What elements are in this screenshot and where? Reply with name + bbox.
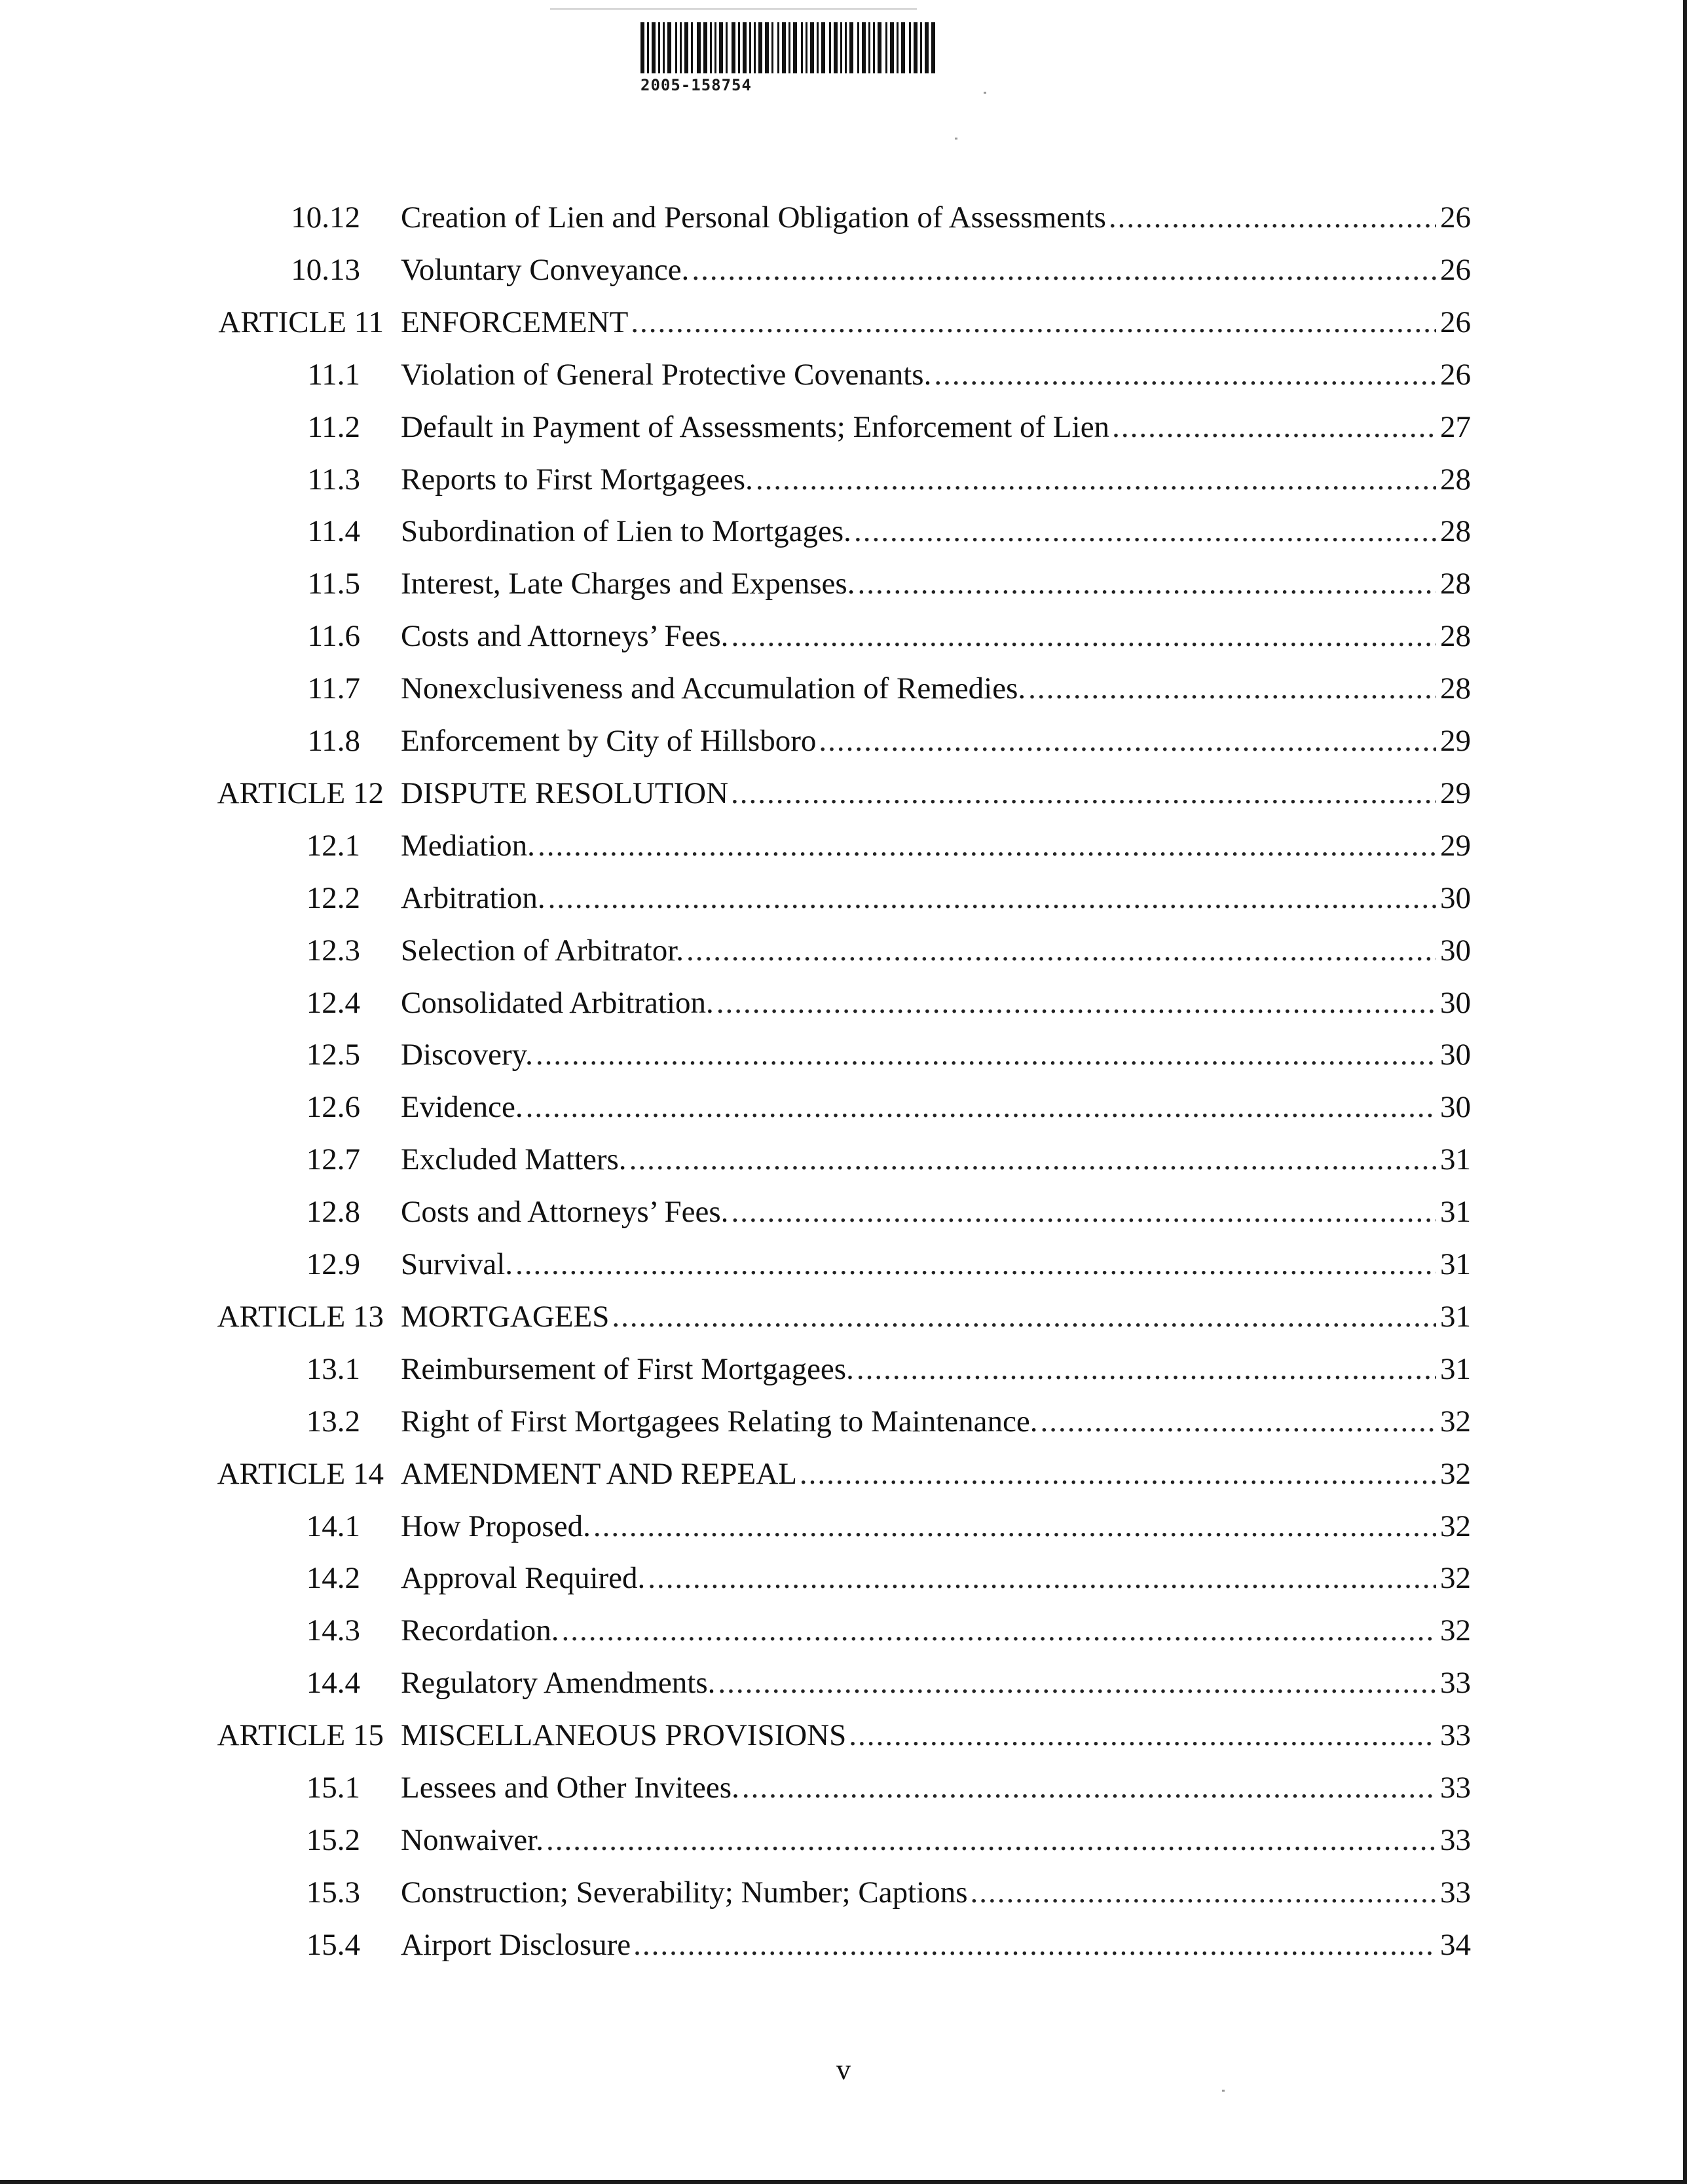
toc-entry-title: Interest, Late Charges and Expenses. <box>401 567 855 601</box>
toc-entry-page: 26 <box>1440 200 1471 235</box>
toc-section-row <box>0 1140 1687 1179</box>
toc-entry-page: 29 <box>1440 776 1471 810</box>
toc-entry-title: Subordination of Lien to Mortgages. <box>401 514 851 549</box>
toc-entry-number: 12.2 <box>306 880 360 915</box>
barcode-icon <box>640 22 935 73</box>
toc-dot-leader <box>633 1925 1436 1965</box>
toc-entry-page: 33 <box>1440 1771 1471 1805</box>
toc-dot-leader <box>686 931 1436 970</box>
toc-dot-leader <box>857 564 1436 603</box>
toc-entry-title: MORTGAGEES <box>401 1299 610 1334</box>
toc-entry-page: 29 <box>1440 724 1471 758</box>
toc-dot-leader <box>718 1663 1436 1703</box>
toc-entry-title: Reports to First Mortgagees. <box>401 462 753 497</box>
toc-article-row <box>0 774 1687 813</box>
toc-entry-line <box>401 1035 1471 1074</box>
toc-section-row <box>0 878 1687 918</box>
toc-entry-number: 11.1 <box>307 357 360 392</box>
barcode-block <box>640 22 935 94</box>
scan-speck <box>955 138 957 140</box>
toc-dot-leader <box>538 826 1436 865</box>
scan-speck <box>1222 2090 1225 2092</box>
toc-dot-leader <box>970 1873 1436 1912</box>
toc-entry-line <box>401 1507 1471 1546</box>
toc-entry-page: 30 <box>1440 985 1471 1020</box>
toc-article-row <box>0 1454 1687 1494</box>
scan-top-rule <box>550 8 917 10</box>
toc-section-row <box>0 250 1687 290</box>
toc-section-row <box>0 512 1687 551</box>
toc-entry-number: 11.4 <box>307 514 360 549</box>
toc-entry-line <box>401 1454 1471 1494</box>
toc-entry-page: 28 <box>1440 567 1471 601</box>
page-number: v <box>836 2054 851 2086</box>
toc-entry-line <box>401 1611 1471 1650</box>
toc-entry-number: 10.13 <box>291 252 360 287</box>
toc-article-row <box>0 1297 1687 1336</box>
toc-entry-line <box>401 1297 1471 1336</box>
toc-entry-page: 33 <box>1440 1822 1471 1857</box>
toc-entry-title: Costs and Attorneys’ Fees. <box>401 619 729 654</box>
toc-entry-number: 15.2 <box>306 1822 360 1857</box>
toc-entry-title: Consolidated Arbitration. <box>401 985 714 1020</box>
toc-entry-number: 11.8 <box>307 724 360 758</box>
toc-entry-number: 11.2 <box>307 409 360 444</box>
toc-section-row <box>0 1402 1687 1441</box>
toc-dot-leader <box>648 1558 1436 1598</box>
toc-dot-leader <box>1040 1402 1436 1441</box>
toc-entry-title: Right of First Mortgagees Relating to Maintenance. <box>401 1404 1038 1439</box>
toc-entry-title: Creation of Lien and Personal Obligation of Assessments <box>401 200 1106 235</box>
toc-entry-page: 29 <box>1440 828 1471 863</box>
toc-entry-page: 28 <box>1440 462 1471 497</box>
toc-entry-number: 15.4 <box>306 1927 360 1962</box>
toc-entry-title: Recordation. <box>401 1613 559 1648</box>
toc-entry-line <box>401 460 1471 499</box>
toc-entry-page: 30 <box>1440 1038 1471 1072</box>
toc-entry-number: 12.5 <box>306 1038 360 1072</box>
toc-section-row <box>0 1820 1687 1860</box>
toc-dot-leader <box>629 1140 1436 1179</box>
toc-entry-line <box>401 669 1471 708</box>
toc-section-row <box>0 983 1687 1023</box>
toc-entry-line <box>401 983 1471 1023</box>
toc-entry-line <box>401 407 1471 447</box>
toc-section-row <box>0 198 1687 237</box>
toc-entry-title: Costs and Attorneys’ Fees. <box>401 1195 729 1230</box>
toc-section-row <box>0 1663 1687 1703</box>
toc-entry-title: Nonexclusiveness and Accumulation of Remedies. <box>401 671 1026 706</box>
toc-entry-page: 31 <box>1440 1247 1471 1281</box>
toc-entry-line <box>401 1349 1471 1389</box>
toc-entry-page: 27 <box>1440 409 1471 444</box>
toc-section-row <box>0 669 1687 708</box>
toc-dot-leader <box>819 721 1436 761</box>
toc-entry-page: 28 <box>1440 671 1471 706</box>
toc-entry-line <box>401 303 1471 342</box>
toc-entry-title: Nonwaiver. <box>401 1822 544 1857</box>
toc-entry-title: Mediation. <box>401 828 535 863</box>
toc-entry-line <box>401 355 1471 394</box>
toc-section-row <box>0 1507 1687 1546</box>
toc-entry-line <box>401 564 1471 603</box>
toc-entry-line <box>401 931 1471 970</box>
toc-dot-leader <box>561 1611 1436 1650</box>
toc-section-row <box>0 721 1687 761</box>
toc-entry-page: 34 <box>1440 1927 1471 1962</box>
toc-entry-number: 15.1 <box>306 1771 360 1805</box>
toc-entry-line <box>401 878 1471 918</box>
toc-entry-number: ARTICLE 14 <box>217 1456 384 1491</box>
barcode-number: 2005-158754 <box>640 76 752 94</box>
toc-dot-leader <box>731 616 1436 656</box>
toc-entry-page: 30 <box>1440 1090 1471 1125</box>
toc-entry-number: 12.8 <box>306 1195 360 1230</box>
toc-section-row <box>0 1558 1687 1598</box>
toc-entry-page: 26 <box>1440 305 1471 339</box>
toc-entry-number: 12.6 <box>306 1090 360 1125</box>
toc-entry-line <box>401 1663 1471 1703</box>
toc-entry-line <box>401 1925 1471 1965</box>
toc-entry-title: Discovery. <box>401 1038 533 1072</box>
toc-entry-page: 31 <box>1440 1351 1471 1386</box>
toc-entry-number: 12.9 <box>306 1247 360 1281</box>
toc-entry-page: 32 <box>1440 1613 1471 1648</box>
toc-section-row <box>0 826 1687 865</box>
toc-entry-title: Violation of General Protective Covenants. <box>401 357 932 392</box>
toc-entry-number: 11.5 <box>307 567 360 601</box>
toc-section-row <box>0 564 1687 603</box>
toc-article-row <box>0 1716 1687 1755</box>
toc-entry-number: 14.3 <box>306 1613 360 1648</box>
toc-entry-number: 13.2 <box>306 1404 360 1439</box>
toc-section-row <box>0 1611 1687 1650</box>
toc-section-row <box>0 1192 1687 1232</box>
toc-article-row <box>0 303 1687 342</box>
toc-entry-number: ARTICLE 12 <box>217 776 384 810</box>
toc-entry-page: 33 <box>1440 1666 1471 1701</box>
scan-speck <box>984 92 986 94</box>
toc-entry-title: Regulatory Amendments. <box>401 1666 716 1701</box>
toc-entry-number: ARTICLE 15 <box>217 1718 384 1753</box>
toc-dot-leader <box>526 1087 1436 1127</box>
toc-dot-leader <box>631 303 1436 342</box>
toc-section-row <box>0 460 1687 499</box>
toc-entry-line <box>401 198 1471 237</box>
toc-entry-title: MISCELLANEOUS PROVISIONS <box>401 1718 847 1753</box>
toc-entry-page: 33 <box>1440 1875 1471 1910</box>
toc-entry-title: Default in Payment of Assessments; Enforcement of Lien <box>401 409 1110 444</box>
toc-section-row <box>0 931 1687 970</box>
toc-dot-leader <box>857 1349 1436 1389</box>
toc-dot-leader <box>731 1192 1436 1232</box>
toc-entry-title: Airport Disclosure <box>401 1927 631 1962</box>
toc-section-row <box>0 355 1687 394</box>
toc-dot-leader <box>716 983 1436 1023</box>
toc-entry-page: 31 <box>1440 1142 1471 1177</box>
toc-entry-number: ARTICLE 11 <box>218 305 384 339</box>
toc-entry-page: 33 <box>1440 1718 1471 1753</box>
toc-entry-number: 11.6 <box>307 619 360 654</box>
toc-section-row <box>0 1768 1687 1807</box>
toc-entry-title: ENFORCEMENT <box>401 305 629 339</box>
toc-entry-number: 12.7 <box>306 1142 360 1177</box>
toc-entry-page: 30 <box>1440 933 1471 968</box>
toc-entry-title: Construction; Severability; Number; Captions <box>401 1875 968 1910</box>
toc-entry-title: DISPUTE RESOLUTION <box>401 776 729 810</box>
toc-entry-line <box>401 1245 1471 1284</box>
toc-section-row <box>0 1873 1687 1912</box>
toc-dot-leader <box>692 250 1436 290</box>
toc-dot-leader <box>934 355 1436 394</box>
toc-dot-leader <box>546 1820 1436 1860</box>
toc-entry-title: Selection of Arbitrator. <box>401 933 684 968</box>
toc-entry-title: Enforcement by City of Hillsboro <box>401 724 817 758</box>
toc-entry-line <box>401 512 1471 551</box>
toc-dot-leader <box>536 1035 1436 1074</box>
toc-section-row <box>0 1925 1687 1965</box>
toc-entry-page: 32 <box>1440 1456 1471 1491</box>
toc-entry-number: 14.4 <box>306 1666 360 1701</box>
toc-dot-leader <box>731 774 1436 813</box>
toc-entry-page: 31 <box>1440 1299 1471 1334</box>
toc-entry-number: 14.1 <box>306 1509 360 1543</box>
toc-entry-title: Reimbursement of First Mortgagees. <box>401 1351 854 1386</box>
toc-entry-title: AMENDMENT AND REPEAL <box>401 1456 797 1491</box>
toc-dot-leader <box>612 1297 1436 1336</box>
toc-entry-number: 10.12 <box>291 200 360 235</box>
toc-entry-line <box>401 1716 1471 1755</box>
toc-section-row <box>0 1245 1687 1284</box>
toc-entry-title: Survival. <box>401 1247 513 1281</box>
toc-entry-number: 12.3 <box>306 933 360 968</box>
toc-entry-line <box>401 774 1471 813</box>
toc-entry-title: Excluded Matters. <box>401 1142 627 1177</box>
toc-entry-title: Arbitration. <box>401 880 546 915</box>
toc-entry-number: 11.3 <box>307 462 360 497</box>
toc-entry-number: 12.1 <box>306 828 360 863</box>
toc-entry-title: Approval Required. <box>401 1561 646 1596</box>
toc-dot-leader <box>515 1245 1436 1284</box>
toc-section-row <box>0 407 1687 447</box>
toc-entry-page: 32 <box>1440 1561 1471 1596</box>
toc-entry-page: 32 <box>1440 1509 1471 1543</box>
toc-entry-title: How Proposed. <box>401 1509 591 1543</box>
toc-entry-line <box>401 1768 1471 1807</box>
toc-entry-line <box>401 1558 1471 1598</box>
toc-entry-line <box>401 1820 1471 1860</box>
toc-dot-leader <box>742 1768 1436 1807</box>
toc-dot-leader <box>1028 669 1436 708</box>
toc-dot-leader <box>1112 407 1436 447</box>
toc-entry-page: 26 <box>1440 357 1471 392</box>
toc-entry-number: 15.3 <box>306 1875 360 1910</box>
toc-entry-number: 14.2 <box>306 1561 360 1596</box>
toc-entry-number: ARTICLE 13 <box>217 1299 384 1334</box>
toc-entry-line <box>401 1087 1471 1127</box>
toc-entry-line <box>401 1402 1471 1441</box>
toc-dot-leader <box>1109 198 1436 237</box>
toc-entry-line <box>401 721 1471 761</box>
toc-dot-leader <box>800 1454 1436 1494</box>
toc-entry-page: 28 <box>1440 619 1471 654</box>
toc-section-row <box>0 1087 1687 1127</box>
toc-entry-line <box>401 1873 1471 1912</box>
toc-entry-number: 13.1 <box>306 1351 360 1386</box>
toc-dot-leader <box>854 512 1436 551</box>
toc-dot-leader <box>548 878 1436 918</box>
toc-entry-line <box>401 250 1471 290</box>
toc-entry-page: 28 <box>1440 514 1471 549</box>
toc-entry-page: 30 <box>1440 880 1471 915</box>
toc-entry-title: Lessees and Other Invitees. <box>401 1771 739 1805</box>
toc-dot-leader <box>756 460 1436 499</box>
toc-entry-page: 31 <box>1440 1195 1471 1230</box>
toc-entry-line <box>401 1140 1471 1179</box>
toc-section-row <box>0 1349 1687 1389</box>
toc-entry-line <box>401 826 1471 865</box>
toc-entry-line <box>401 616 1471 656</box>
toc-entry-page: 32 <box>1440 1404 1471 1439</box>
toc-entry-page: 26 <box>1440 252 1471 287</box>
toc-section-row <box>0 1035 1687 1074</box>
toc-entry-line <box>401 1192 1471 1232</box>
toc-entry-number: 11.7 <box>307 671 360 706</box>
toc-entry-title: Voluntary Conveyance. <box>401 252 690 287</box>
toc-section-row <box>0 616 1687 656</box>
toc-entry-title: Evidence. <box>401 1090 523 1125</box>
toc-dot-leader <box>849 1716 1436 1755</box>
toc-dot-leader <box>593 1507 1436 1546</box>
toc-entry-number: 12.4 <box>306 985 360 1020</box>
